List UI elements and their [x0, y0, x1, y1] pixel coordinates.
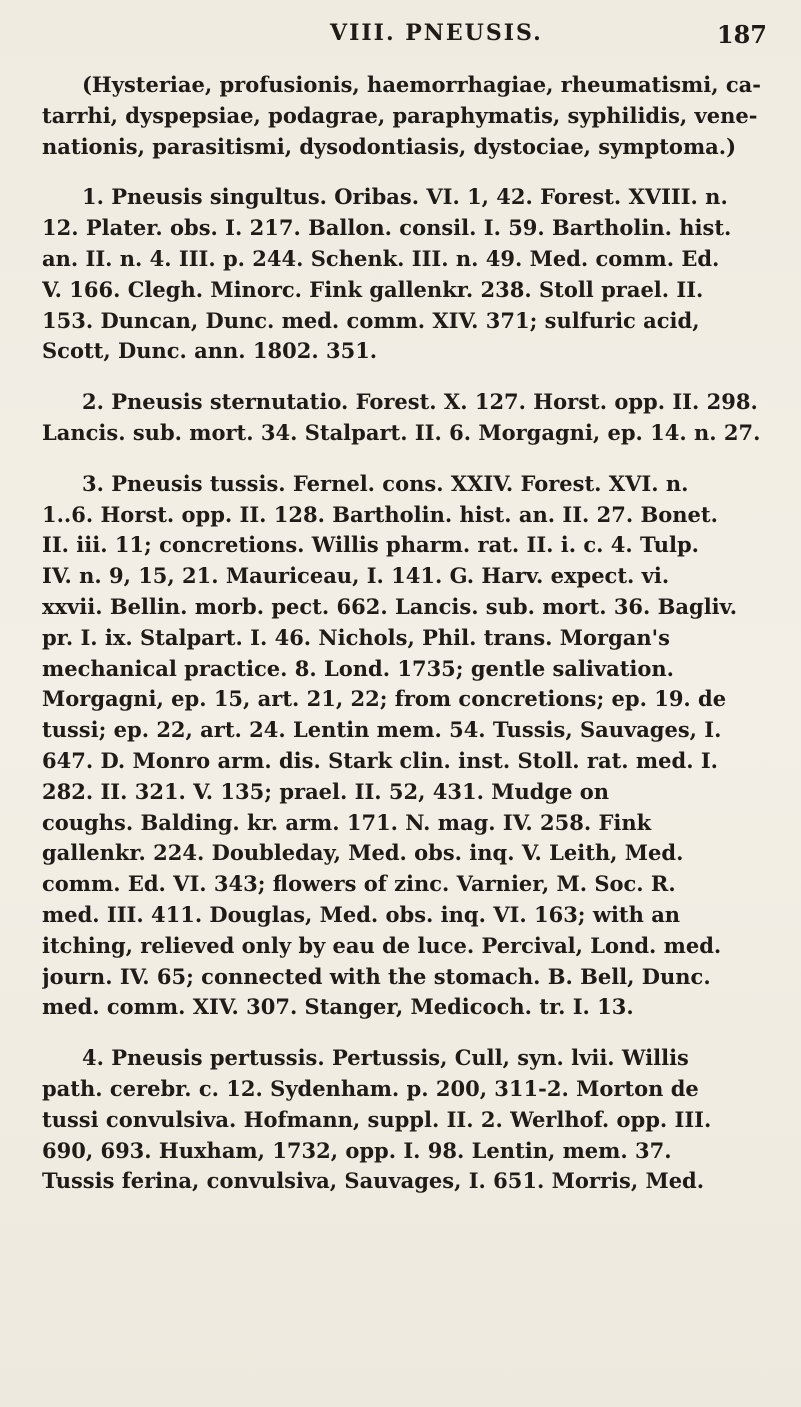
paragraph-sternutatio — [42, 387, 764, 449]
text-line: 3. Pneusis tussis. Fernel. cons. XXIV. Forest. XVI. n. — [82, 470, 689, 496]
paragraph-intro — [42, 70, 764, 162]
text-line: 647. D. Monro arm. dis. Stark clin. inst. Stoll. rat. med. I. — [42, 747, 718, 773]
text-line: path. cerebr. c. 12. Sydenham. p. 200, 311-2. Morton de — [42, 1075, 699, 1101]
text-line: med. comm. XIV. 307. Stanger, Medicoch. tr. I. 13. — [42, 994, 634, 1020]
text-line: comm. Ed. VI. 343; flowers of zinc. Varnier, M. Soc. R. — [42, 871, 676, 897]
paragraph-pertussis — [42, 1043, 764, 1197]
text-line: xxvii. Bellin. morb. pect. 662. Lancis. sub. mort. 36. Bagliv. — [42, 593, 738, 619]
page-number: 187 — [716, 20, 767, 49]
text-line: 2. Pneusis sternutatio. Forest. X. 127. Horst. opp. II. 298. — [82, 389, 758, 415]
text-line: 12. Plater. obs. I. 217. Ballon. consil. I. 59. Bartholin. hist. — [42, 215, 732, 241]
text-line: 1. Pneusis singultus. Oribas. VI. 1, 42. Forest. XVIII. n. — [82, 184, 728, 210]
text-line: II. iii. 11; concretions. Willis pharm. rat. II. i. c. 4. Tulp. — [42, 532, 699, 558]
text-line: mechanical practice. 8. Lond. 1735; gentle salivation. — [42, 655, 674, 681]
text-line: Lancis. sub. mort. 34. Stalpart. II. 6. Morgagni, ep. 14. n. 27. — [42, 419, 761, 445]
text-line: coughs. Balding. kr. arm. 171. N. mag. IV. 258. Fink — [42, 809, 652, 835]
text-line: an. II. n. 4. III. p. 244. Schenk. III. n. 49. Med. comm. Ed. — [42, 245, 720, 271]
text-line: Scott, Dunc. ann. 1802. 351. — [42, 338, 378, 364]
text-line: V. 166. Clegh. Minorc. Fink gallenkr. 238. Stoll prael. II. — [42, 276, 704, 302]
text-line: 4. Pneusis pertussis. Pertussis, Cull, syn. lvii. Willis — [82, 1045, 689, 1071]
text-line: Tussis ferina, convulsiva, Sauvages, I. 651. Morris, Med. — [42, 1168, 705, 1194]
running-head — [0, 20, 801, 60]
text-line: gallenkr. 224. Doubleday, Med. obs. inq. V. Leith, Med. — [42, 840, 684, 866]
section-title: VIII. PNEUSIS. — [330, 20, 543, 46]
text-line: 690, 693. Huxham, 1732, opp. I. 98. Lentin, mem. 37. — [42, 1137, 672, 1163]
paragraph-singultus — [42, 182, 764, 367]
body-text — [42, 70, 764, 1217]
text-line: Morgagni, ep. 15, art. 21, 22; from concretions; ep. 19. de — [42, 686, 727, 712]
text-line: IV. n. 9, 15, 21. Mauriceau, I. 141. G. Harv. expect. vi. — [42, 563, 670, 589]
text-line: tarrhi, dyspepsiae, podagrae, paraphymatis, syphilidis, vene- — [42, 102, 758, 128]
text-line: itching, relieved only by eau de luce. Percival, Lond. med. — [42, 932, 722, 958]
text-line: journ. IV. 65; connected with the stomach. B. Bell, Dunc. — [42, 963, 711, 989]
text-line: nationis, parasitismi, dysodontiasis, dystociae, symptoma.) — [42, 133, 737, 159]
text-line: pr. I. ix. Stalpart. I. 46. Nichols, Phil. trans. Morgan's — [42, 624, 670, 650]
text-line: tussi convulsiva. Hofmann, suppl. II. 2. Werlhof. opp. III. — [42, 1106, 712, 1132]
text-line: 153. Duncan, Dunc. med. comm. XIV. 371; sulfuric acid, — [42, 307, 700, 333]
text-line: tussi; ep. 22, art. 24. Lentin mem. 54. Tussis, Sauvages, I. — [42, 717, 722, 743]
text-line: 282. II. 321. V. 135; prael. II. 52, 431. Mudge on — [42, 778, 610, 804]
text-line: (Hysteriae, profusionis, haemorrhagiae, rheumatismi, ca- — [82, 72, 761, 97]
paragraph-tussis — [42, 469, 764, 1023]
text-line: 1..6. Horst. opp. II. 128. Bartholin. hist. an. II. 27. Bonet. — [42, 501, 718, 527]
text-line: med. III. 411. Douglas, Med. obs. inq. VI. 163; with an — [42, 901, 681, 927]
